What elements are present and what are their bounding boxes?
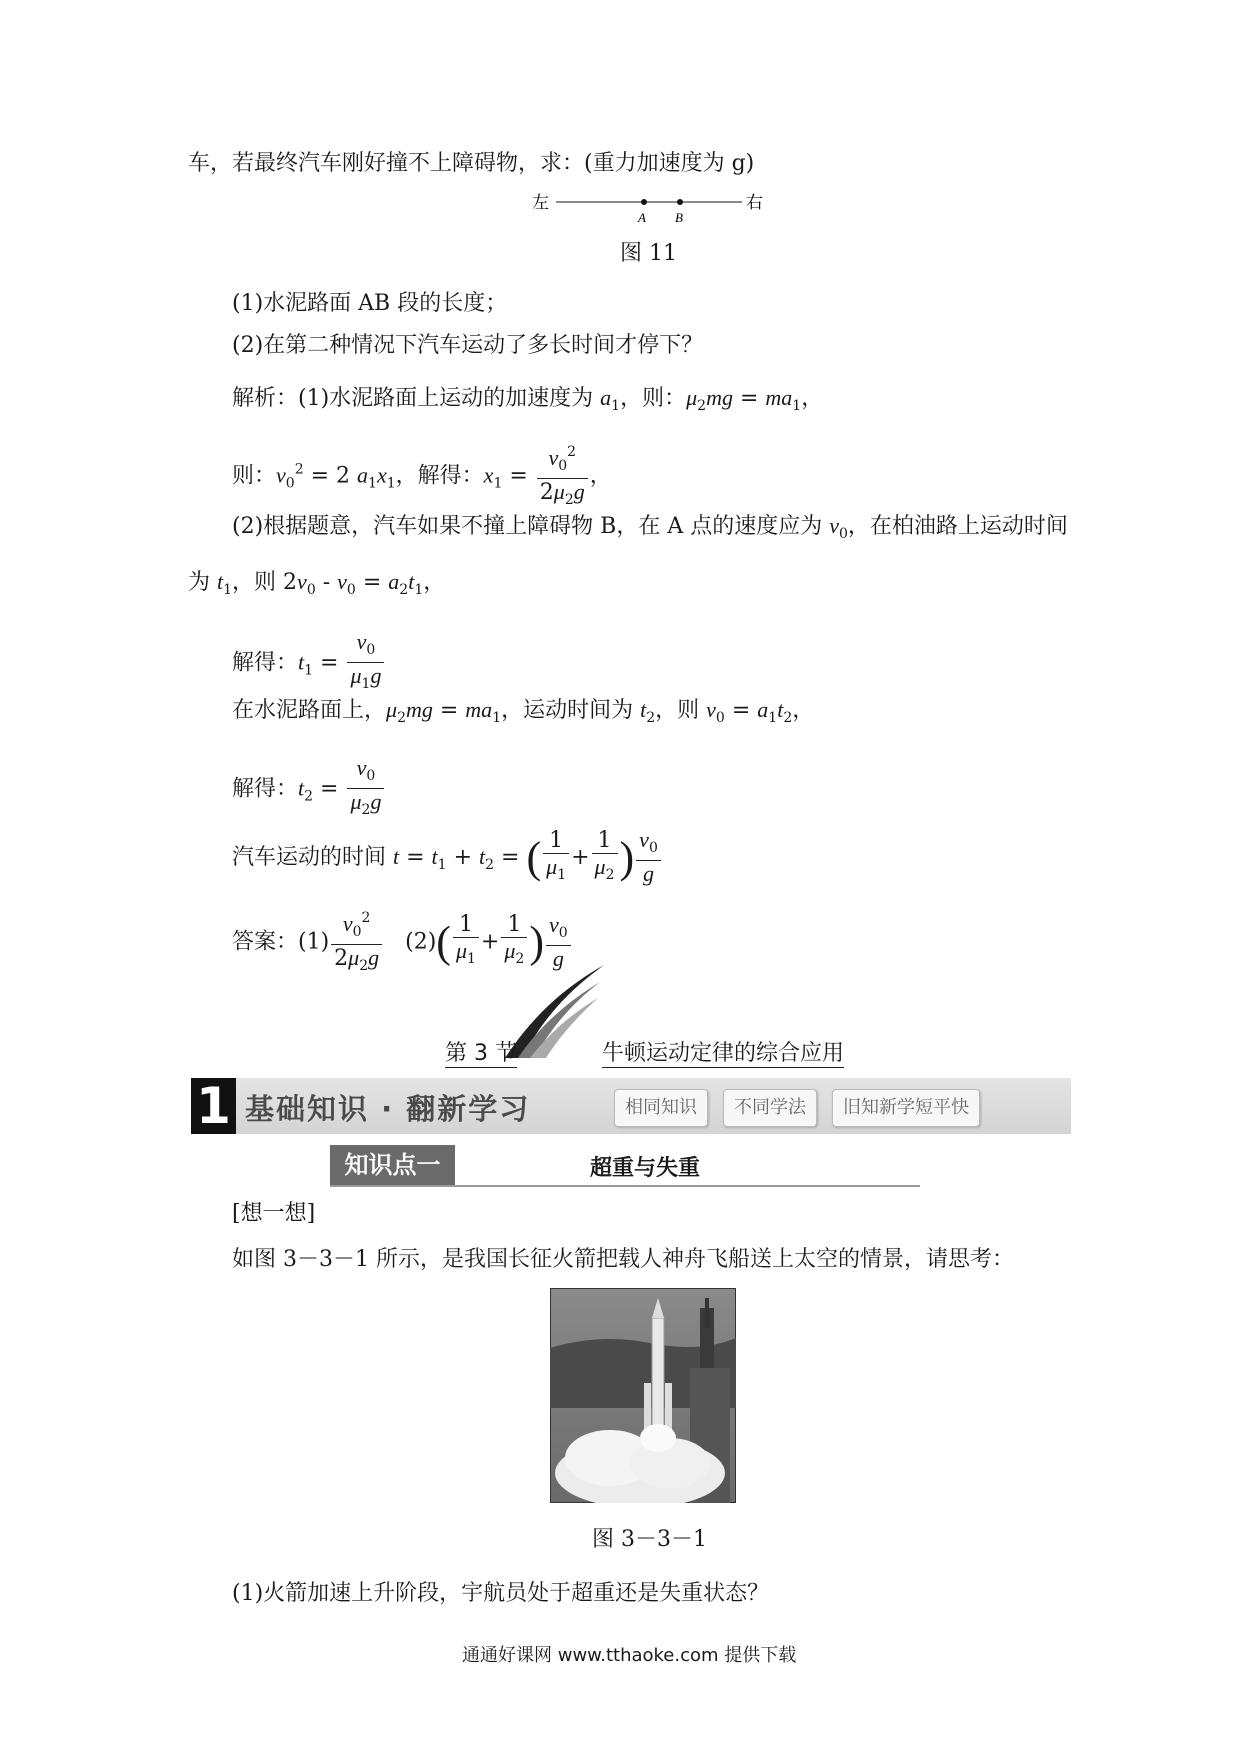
section-title: 牛顿运动定律的综合应用	[602, 1036, 844, 1068]
think-question-1: (1)火箭加速上升阶段，宇航员处于超重还是失重状态？	[232, 1581, 770, 1606]
footer-text: 通通好课网 www.tthaoke.com 提供下载	[462, 1645, 797, 1666]
analysis-1: 解析：(1)水泥路面上运动的加速度为 $a_1$，则：$\mu_2mg = ma_1$，	[232, 385, 824, 414]
btn-same-knowledge[interactable]: 相同知识	[614, 1089, 708, 1127]
answer-line: 答案：(1) $\frac{v_0^2}{2\mu_2g}$ (2)( $\frac{1}{\mu_1}$ + $\frac{1}{\mu_2}$ ) $\frac{v_0}{g}$	[232, 906, 573, 979]
analysis-6: 在水泥路面上，$\mu_2mg = ma_1$，运动时间为 $t_2$，则 $v_0 = a_1t_2$，	[232, 697, 815, 726]
question-2: (2)在第二种情况下汽车运动了多长时间才停下？	[232, 333, 704, 358]
fraction: $\frac{v_0}{\mu_2g}$	[347, 756, 384, 823]
road-diagram	[520, 188, 770, 224]
analysis-8: 汽车运动的时间 $t = t_1 + t_2$ = ( $\frac{1}{\mu_1}$ + $\frac{1}{\mu_2}$ ) $\frac{v_0}{g}$	[232, 828, 663, 888]
intro-line: 车，若最终汽车刚好撞不上障碍物，求：(重力加速度为 g)	[188, 151, 755, 176]
analysis-5: 解得：$t_1$ = $\frac{v_0}{\mu_1g}$	[232, 630, 386, 697]
diagram-left: 左	[532, 193, 549, 212]
label-a: A	[638, 210, 646, 224]
knowledge-point-title: 超重与失重	[590, 1156, 701, 1181]
label-b: B	[675, 210, 683, 224]
btn-quick-learning[interactable]: 旧知新学短平快	[832, 1089, 980, 1127]
fraction: $\frac{v_0^2}{2\mu_2g}$	[537, 440, 588, 513]
btn-different-method[interactable]: 不同学法	[723, 1089, 817, 1127]
rocket-launch-image	[550, 1288, 736, 1503]
analysis-7: 解得：$t_2$ = $\frac{v_0}{\mu_2g}$	[232, 756, 386, 823]
banner-title: 基础知识 · 翻新学习	[245, 1092, 531, 1126]
analysis-4: 为 $t_1$，则 $2v_0 - v_0 = a_2t_1$，	[188, 569, 446, 598]
fraction: $\frac{v_0}{\mu_1g}$	[347, 630, 384, 697]
analysis-2: 则：$v_0^2 = 2$ $a_1x_1$，解得：$x_1$ = $\frac{v_0^2}{2\mu_2g}$ ，	[232, 440, 612, 513]
point-b	[677, 199, 683, 205]
fig331-caption: 图 3－3－1	[592, 1527, 707, 1552]
section-number: 第 3 节	[445, 1036, 517, 1068]
think-text: 如图 3－3－1 所示，是我国长征火箭把载人神舟飞船送上太空的情景，请思考：	[232, 1247, 1014, 1272]
fig11-caption: 图 11	[620, 241, 677, 266]
question-1: (1)水泥路面 AB 段的长度；	[232, 291, 508, 316]
analysis-3: (2)根据题意，汽车如果不撞上障碍物 B，在 A 点的速度应为 $v_0$，在柏油路上运动时间	[232, 513, 1068, 542]
diagram-right: 右	[746, 193, 763, 212]
knowledge-point-tag: 知识点一	[330, 1145, 455, 1185]
banner-number: 1	[191, 1078, 236, 1134]
think-heading: [想一想]	[232, 1201, 316, 1226]
point-a	[641, 199, 647, 205]
